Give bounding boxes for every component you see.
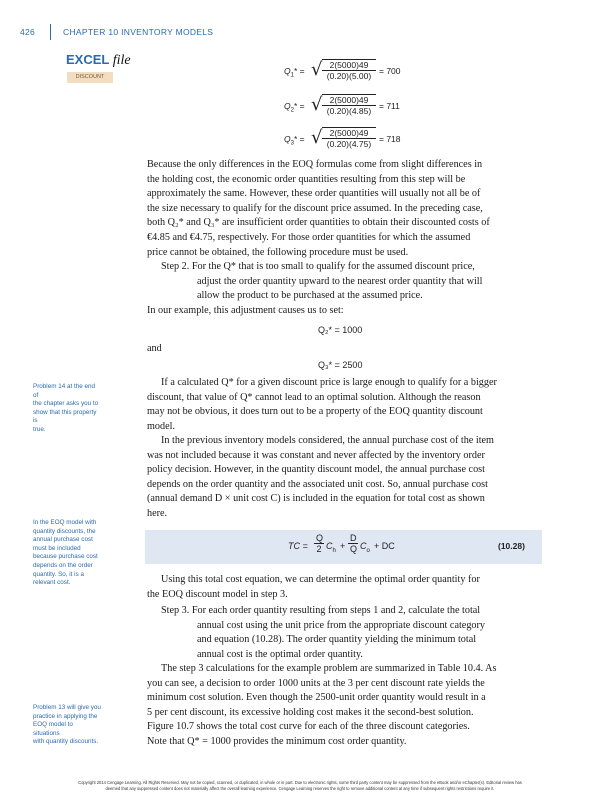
excel-file-label — [66, 52, 131, 69]
margin-note-1: Problem 14 at the end of the chapter asks you to show that this property is true. — [33, 383, 99, 433]
sqrt-icon: √ — [311, 127, 323, 148]
paragraph-2: In our example, this adjustment causes us to set: — [147, 305, 344, 316]
paragraph-1: Because the only differences in the EOQ formulas come from slight differences in the holding cost, the economic order quantities resulting from this step will be approximately the same. However, these order quantities will usually not all be of the size necessary to qualify for the discount price assumed. In the preceding case, both Q₂* and Q₃* are insufficient order quantities to obtain their discounted costs of €4.85 and €4.75, respectively. For those order quantities for which the assumed price cannot be obtained, the following procedure must be used. — [147, 159, 490, 258]
set-equation-2: Q₃* = 2500 — [318, 360, 363, 370]
page-number: 426 — [20, 27, 36, 37]
step-2: Step 2. For the Q* that is too small to qualify for the assumed discount price, adjust the order quantity upward to the nearest order quantity that will allow the product to be purchased at the assumed price. — [161, 261, 483, 302]
sqrt-icon: √ — [311, 94, 323, 115]
running-header: CHAPTER 10 INVENTORY MODELS — [63, 27, 214, 37]
header-divider — [50, 24, 51, 40]
file-word: file — [112, 53, 131, 68]
and-text: and — [147, 343, 162, 354]
paragraph-4: In the previous inventory models considered, the annual purchase cost of the item was not included because it was constant and never affected by the inventory order policy decision. However, in the quantity discount model, the annual purchase cost depends on the order quantity and the associated unit cost. So, annual purchase cost (annual demand D × unit cost C) is included in the equation for total cost as shown here. — [147, 435, 494, 519]
total-cost-equation: TC = $\frac{Q}{2}$ $C_h$ + $\frac{D}{Q}$ $C_o$ + DC — [288, 533, 395, 554]
set-equation-1: Q₂* = 1000 — [318, 325, 363, 335]
eoq-equation-3: $Q_3*$ = √ $\frac{2(5000)49}{(0.20)(4.75)}$ = 718 — [284, 127, 401, 149]
margin-note-2: In the EOQ model with quantity discounts, the annual purchase cost must be included because purchase cost depends on the order quantity. So, it is a relevant cost. — [33, 519, 98, 587]
eoq-equation-2: $Q_2*$ = √ $\frac{2(5000)49}{(0.20)(4.85)}$ = 711 — [284, 94, 400, 116]
excel-file-tag[interactable]: DISCOUNT — [67, 72, 113, 83]
paragraph-6: The step 3 calculations for the example problem are summarized in Table 10.4. As you can see, a decision to order 1000 units at the 3 per cent discount rate yields the minimum cost solution. Even though the 2500-unit order quantity would result in a 5 per cent discount, its excessive holding cost makes it the second-best solution. Figure 10.7 shows the total cost curve for each of the three discount categories. Note that Q* = 1000 provides the minimum cost order quantity. — [147, 663, 497, 747]
margin-note-3: Problem 13 will give you practice in applying the EOQ model to situations with quantity discounts. — [33, 704, 101, 746]
copyright-footer: Copyright 2014 Cengage Learning. All Rights Reserved. May not be copied, scanned, or duplicated, in whole or in part. Due to electronic rights, some third party content may be suppressed from the eBook and/or eChapter(s). Editorial review has deemed that any suppressed content does not materially affect the overall learning experience. Cengage Learning reserves the right to remove additional content at any time if subsequent rights restrictions require it. — [78, 780, 522, 791]
step-3: Step 3. For each order quantity resulting from steps 1 and 2, calculate the total annual cost using the unit price from the appropriate discount category and equation (10.28). The order quantity yielding the minimum total annual cost is the optimal order quantity. — [161, 605, 485, 660]
equation-number: (10.28) — [498, 541, 525, 551]
paragraph-5: Using this total cost equation, we can determine the optimal order quantity for the EOQ discount model in step 3. — [147, 574, 480, 600]
sqrt-icon: √ — [311, 59, 323, 80]
excel-word: EXCEL — [66, 52, 110, 67]
eoq-equation-1: $Q_1*$ = √ $\frac{2(5000)49}{(0.20)(5.00)}$ = 700 — [284, 59, 401, 81]
eq1-result: = 700 — [379, 66, 401, 76]
paragraph-3: If a calculated Q* for a given discount price is large enough to qualify for a bigger discount, that value of Q* cannot lead to an optimal solution. Although the reason may not be obvious, it does turn out to be a property of the EOQ quantity discount model. — [147, 377, 497, 432]
eq1-lhs: $Q_1*$ = — [284, 66, 305, 79]
